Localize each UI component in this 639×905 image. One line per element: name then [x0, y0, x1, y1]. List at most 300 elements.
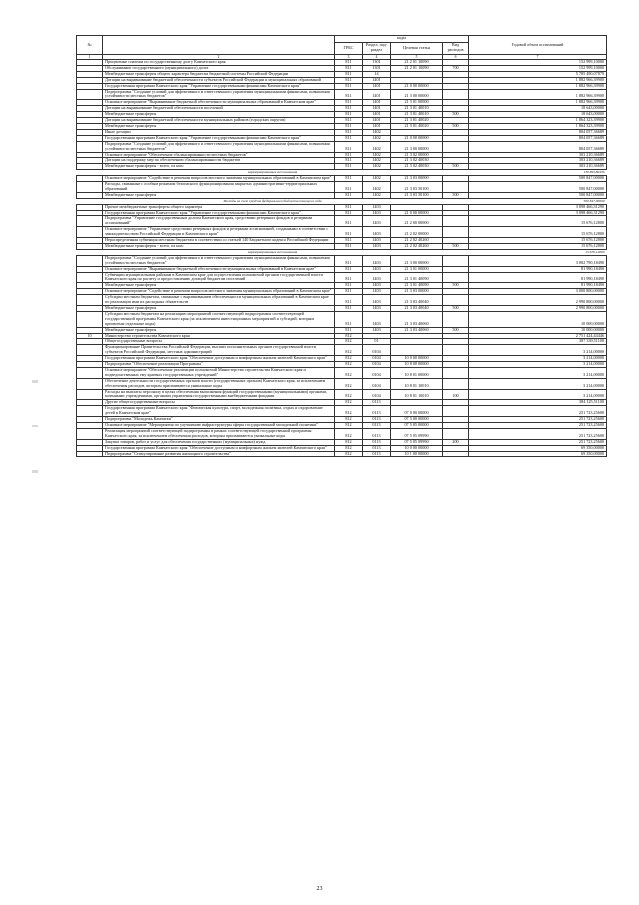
- row-grbs: 812: [335, 339, 363, 345]
- row-grbs: 811: [335, 295, 363, 306]
- row-number: [77, 272, 103, 283]
- row-target-article: 10 8 00 00000: [391, 362, 443, 368]
- row-target-article: 07 5 00 00000: [391, 417, 443, 423]
- row-amount: 81 990,18490: [469, 272, 607, 283]
- row-grbs: 811: [335, 100, 363, 106]
- row-section: 0113: [363, 400, 391, 406]
- row-section: 1403: [363, 311, 391, 327]
- row-section: 0104: [363, 362, 391, 368]
- row-amount: 1 882 966,39900: [469, 83, 607, 89]
- row-section: 1402: [363, 141, 391, 152]
- row-grbs: 812: [335, 378, 363, 389]
- note-amount: 15 676,12800: [469, 249, 607, 255]
- row-amount: 251 723,25600: [469, 439, 607, 445]
- row-grbs: 811: [335, 227, 363, 238]
- row-section: 1403: [363, 266, 391, 272]
- row-target-article: 21 2 02 00000: [391, 227, 443, 238]
- row-target-article: 21 3 01 40020: [391, 123, 443, 129]
- row-amount: 81 990,18490: [469, 283, 607, 289]
- row-target-article: 10 8 01 10010: [391, 378, 443, 389]
- row-name: Государственная программа Камчатского края "Физическая культура, спорт, молодежная политика, отдых и оздоровление детей в Камчатском крае": [103, 406, 335, 417]
- row-grbs: 811: [335, 289, 363, 295]
- table-row: [77, 345, 607, 356]
- row-grbs: 811: [335, 152, 363, 158]
- row-expense-type: 500: [443, 164, 469, 170]
- row-section: 1403: [363, 295, 391, 306]
- row-expense-type: [443, 367, 469, 378]
- row-section: 1401: [363, 83, 391, 89]
- row-amount: 1 882 966,39900: [469, 77, 607, 83]
- row-amount: 15 676,12800: [469, 244, 607, 250]
- row-name: Министерство строительства Камчатского края: [103, 333, 335, 339]
- row-expense-type: [443, 345, 469, 356]
- row-amount: 3 214,00000: [469, 362, 607, 368]
- table-row: [77, 89, 607, 100]
- row-section: 1403: [363, 204, 391, 210]
- row-expense-type: 500: [443, 283, 469, 289]
- note-text: Расходы за счет средств федерального бюджета текущего года: [77, 198, 469, 204]
- row-target-article: 21 3 01 40010: [391, 112, 443, 118]
- row-name: Межбюджетные трансферты - всего, из них:: [103, 244, 335, 250]
- row-expense-type: 200: [443, 439, 469, 445]
- row-name: Межбюджетные трансферты - всего, из них:: [103, 164, 335, 170]
- row-name: Основное мероприятие "Выравнивание бюджетной обеспеченности муниципальных образований в Камчатском крае": [103, 266, 335, 272]
- note-text: зарезервированные ассигнования: [77, 249, 469, 255]
- row-expense-type: [443, 406, 469, 417]
- row-grbs: 811: [335, 216, 363, 227]
- row-expense-type: [443, 311, 469, 327]
- row-section: 1403: [363, 238, 391, 244]
- row-target-article: 21 3 03 50100: [391, 192, 443, 198]
- row-grbs: 811: [335, 71, 363, 77]
- row-target-article: 21 2 00 00000: [391, 216, 443, 227]
- row-grbs: 811: [335, 182, 363, 193]
- row-target-article: 21 0 00 00000: [391, 83, 443, 89]
- row-target-article: 21 3 01 00000: [391, 100, 443, 106]
- row-grbs: 811: [335, 210, 363, 216]
- row-grbs: 811: [335, 106, 363, 112]
- row-section: 1401: [363, 112, 391, 118]
- row-name: Нераспределенная субвенция местным бюджетам в соответствии со статьей 140 Бюджетного кодекса Российской Федерации: [103, 238, 335, 244]
- row-section: 1401: [363, 100, 391, 106]
- column-number: 3: [335, 55, 363, 60]
- table-row: [77, 295, 607, 306]
- budget-table-sheet: [76, 35, 606, 457]
- row-target-article: 10 0 00 00000: [391, 356, 443, 362]
- header-amount: Годовой объем ассигнований: [469, 36, 607, 55]
- row-grbs: 811: [335, 204, 363, 210]
- row-target-article: 21 2 01 10090: [391, 60, 443, 66]
- row-section: 0113: [363, 445, 391, 451]
- row-expense-type: [443, 272, 469, 283]
- row-grbs: 811: [335, 141, 363, 152]
- row-amount: 81 990,18490: [469, 266, 607, 272]
- row-name: Основное мероприятие "Управление средствами резервных фондов и резервами ассигнований, созданными в соответствии с законодательством Российской Федерации и Камчатского края": [103, 227, 335, 238]
- row-name: Межбюджетные трансферты общего характера бюджетам бюджетной системы Российской Федерации: [103, 71, 335, 77]
- scan-mark: [32, 470, 38, 473]
- page-number: 23: [316, 886, 323, 892]
- table-row: [77, 182, 607, 193]
- header-grbs: ГРБС: [335, 42, 363, 54]
- row-section: 1401: [363, 77, 391, 83]
- row-amount: 18 643,00000: [469, 112, 607, 118]
- row-amount: 251 723,25600: [469, 406, 607, 417]
- row-section: 0113: [363, 423, 391, 429]
- row-grbs: 811: [335, 176, 363, 182]
- row-grbs: 812: [335, 345, 363, 356]
- row-target-article: 21 3 02 00000: [391, 152, 443, 158]
- row-name: Межбюджетные трансферты: [103, 123, 335, 129]
- row-name: Основное мероприятие "Обеспечение сбалансированности местных бюджетов": [103, 152, 335, 158]
- row-target-article: 21 3 01 40020: [391, 118, 443, 124]
- row-number: [77, 389, 103, 400]
- row-section: 01: [363, 339, 391, 345]
- note-text: зарезервированные ассигнования: [77, 170, 469, 176]
- row-section: 1401: [363, 118, 391, 124]
- row-number: [77, 311, 103, 327]
- row-section: 1402: [363, 176, 391, 182]
- row-name: Дотации на поддержку мер по обеспечению сбалансированности бюджетов: [103, 158, 335, 164]
- row-amount: 804 057,36689: [469, 135, 607, 141]
- row-amount: 15 676,12800: [469, 238, 607, 244]
- row-amount: 1 864 323,39900: [469, 123, 607, 129]
- row-expense-type: [443, 182, 469, 193]
- row-section: 1403: [363, 289, 391, 295]
- row-amount: 3 214,00000: [469, 367, 607, 378]
- row-expense-type: 500: [443, 192, 469, 198]
- row-target-article: 07 5 05 09990: [391, 439, 443, 445]
- row-target-article: 21 3 02 40030: [391, 158, 443, 164]
- row-target-article: 21 3 01 40090: [391, 283, 443, 289]
- row-number: [77, 345, 103, 356]
- row-number: [77, 295, 103, 306]
- row-expense-type: [443, 227, 469, 238]
- row-number: [77, 141, 103, 152]
- row-amount: 303 210,36689: [469, 152, 607, 158]
- row-target-article: 07 0 00 00000: [391, 406, 443, 417]
- table-row: [77, 428, 607, 439]
- row-grbs: 812: [335, 417, 363, 423]
- row-expense-type: [443, 255, 469, 266]
- header-type: Вид расходов: [443, 42, 469, 54]
- row-section: 0104: [363, 345, 391, 356]
- row-name: Межбюджетные трансферты: [103, 192, 335, 198]
- row-name: Подпрограмма "Создание условий для эффективного и ответственного управления муниципальными финансами, повышения устойчивости местных бюджетов": [103, 89, 335, 100]
- row-section: 1402: [363, 135, 391, 141]
- row-section: 1403: [363, 255, 391, 266]
- row-section: 1401: [363, 89, 391, 100]
- row-target-article: 21 2 02 40260: [391, 238, 443, 244]
- row-target-article: 21 3 01 40090: [391, 272, 443, 283]
- row-name: Другие общегосударственные вопросы: [103, 400, 335, 406]
- note-amount: 500 847,00000: [469, 198, 607, 204]
- header-row-top: [77, 36, 607, 43]
- row-grbs: 812: [335, 333, 363, 339]
- row-grbs: 811: [335, 244, 363, 250]
- row-name: Подпрограмма "Стимулирование развития жилищного строительства": [103, 451, 335, 457]
- row-target-article: 21 3 03 40060: [391, 327, 443, 333]
- row-expense-type: 500: [443, 244, 469, 250]
- row-amount: 500 847,00000: [469, 176, 607, 182]
- row-amount: 251 723,25600: [469, 423, 607, 429]
- table-row: [77, 367, 607, 378]
- row-section: 1403: [363, 283, 391, 289]
- row-amount: 69 350,00000: [469, 451, 607, 457]
- row-amount: 3 214,00000: [469, 389, 607, 400]
- row-grbs: 812: [335, 389, 363, 400]
- row-grbs: 811: [335, 311, 363, 327]
- row-amount: 251 723,25600: [469, 428, 607, 439]
- row-grbs: 811: [335, 60, 363, 66]
- row-amount: 3 098 466,31290: [469, 210, 607, 216]
- row-grbs: 811: [335, 83, 363, 89]
- row-target-article: 21 3 01 40010: [391, 106, 443, 112]
- row-name: Обслуживание государственного (муниципального) долга: [103, 65, 335, 71]
- row-name: Субвенции муниципальным районам в Камчатском крае для осуществления полномочий органов государственной власти Камчатского края по расчету и предоставлению дотаций бюджетам поселений: [103, 272, 335, 283]
- row-amount: 10 000,00000: [469, 311, 607, 327]
- row-target-article: [391, 345, 443, 356]
- row-expense-type: [443, 216, 469, 227]
- row-section: 1403: [363, 216, 391, 227]
- scan-mark: [32, 380, 38, 383]
- table-row: [77, 406, 607, 417]
- scan-mark: [32, 425, 38, 427]
- table-row: [77, 255, 607, 266]
- table-row: [77, 311, 607, 327]
- row-number: [77, 451, 103, 457]
- row-section: 0104: [363, 389, 391, 400]
- row-target-article: 21 0 00 00000: [391, 210, 443, 216]
- row-number: [77, 406, 103, 417]
- row-amount: 2 751 424,44446: [469, 333, 607, 339]
- row-name: Расходы на выплаты персоналу в целях обеспечения выполнения функций государственными (муниципальными) органами, казенными учреждениями, органами управления государственными внебюджетными фондами: [103, 389, 335, 400]
- row-section: 0113: [363, 428, 391, 439]
- row-name: Межбюджетные трансферты: [103, 283, 335, 289]
- column-number: 7: [469, 55, 607, 60]
- row-grbs: 811: [335, 118, 363, 124]
- row-section: 1402: [363, 164, 391, 170]
- row-amount: 152 999,10000: [469, 65, 607, 71]
- row-target-article: 10 8 01 10010: [391, 389, 443, 400]
- row-grbs: 812: [335, 400, 363, 406]
- row-name: Государственная программа Камчатского края "Управление государственными финансами Камчатского края": [103, 135, 335, 141]
- row-section: 1403: [363, 305, 391, 311]
- row-amount: 18 643,00000: [469, 106, 607, 112]
- row-target-article: 21 0 00 00000: [391, 135, 443, 141]
- row-section: 0113: [363, 406, 391, 417]
- row-amount: 387 339,51100: [469, 339, 607, 345]
- row-target-article: 21 3 03 00000: [391, 289, 443, 295]
- row-name: Иные дотации: [103, 129, 335, 135]
- row-grbs: 811: [335, 77, 363, 83]
- row-amount: 15 676,12800: [469, 216, 607, 227]
- row-amount: 152 999,10000: [469, 60, 607, 66]
- row-number: [77, 367, 103, 378]
- row-section: 0104: [363, 367, 391, 378]
- table-row: [77, 141, 607, 152]
- row-amount: 3 214,00000: [469, 345, 607, 356]
- row-target-article: 10 0 00 00000: [391, 445, 443, 451]
- row-target-article: 21 3 03 40040: [391, 305, 443, 311]
- row-number: [77, 227, 103, 238]
- row-grbs: 811: [335, 255, 363, 266]
- row-section: 14: [363, 71, 391, 77]
- column-number: 5: [391, 55, 443, 60]
- row-section: 0104: [363, 378, 391, 389]
- row-section: 1402: [363, 182, 391, 193]
- row-grbs: 812: [335, 362, 363, 368]
- row-name: Государственная программа Камчатского края "Обеспечение доступным и комфортным жильем жителей Камчатского края": [103, 356, 335, 362]
- row-name: Обеспечение деятельности государственных органов власти (государственных органов) Камчатского края, за исключением обеспечения расходов, которым присваиваются уникальные коды: [103, 378, 335, 389]
- row-name: Основное мероприятие "Содействие в решении вопросов местного значения муниципальных образований в Камчатском крае": [103, 289, 335, 295]
- row-name: Дотации на выравнивание бюджетной обеспеченности поселений: [103, 106, 335, 112]
- row-section: 0113: [363, 417, 391, 423]
- row-grbs: 811: [335, 129, 363, 135]
- row-amount: 3 098 466,31290: [469, 204, 607, 210]
- row-amount: 3 082 790,18490: [469, 255, 607, 266]
- row-name: Подпрограмма "Обеспечение реализации Программы": [103, 362, 335, 368]
- row-grbs: 811: [335, 238, 363, 244]
- row-expense-type: 500: [443, 327, 469, 333]
- row-section: 1403: [363, 227, 391, 238]
- column-number: 2: [103, 55, 335, 60]
- row-grbs: 811: [335, 327, 363, 333]
- row-target-article: 21 3 00 00000: [391, 255, 443, 266]
- row-expense-type: [443, 295, 469, 306]
- table-row: [77, 451, 607, 457]
- row-name: Основное мероприятие "Содействие в решении вопросов местного значения муниципальных образований в Камчатском крае": [103, 176, 335, 182]
- row-expense-type: [443, 378, 469, 389]
- row-section: 1401: [363, 106, 391, 112]
- row-number: [77, 89, 103, 100]
- row-grbs: 812: [335, 428, 363, 439]
- row-expense-type: 500: [443, 123, 469, 129]
- row-amount: 303 210,36689: [469, 158, 607, 164]
- row-section: 1401: [363, 123, 391, 129]
- row-section: 1402: [363, 152, 391, 158]
- row-name: Подпрограмма "Молодежь Камчатки": [103, 417, 335, 423]
- row-number: [77, 182, 103, 193]
- row-grbs: 811: [335, 89, 363, 100]
- row-number: [77, 216, 103, 227]
- row-amount: 69 350,00000: [469, 445, 607, 451]
- row-name: Межбюджетные трансферты: [103, 112, 335, 118]
- row-amount: 1 864 323,39900: [469, 118, 607, 124]
- row-amount: 3 214,00000: [469, 356, 607, 362]
- row-target-article: 21 2 02 40260: [391, 244, 443, 250]
- table-body: [77, 60, 607, 457]
- row-name: Основное мероприятие "Мероприятия по улучшению инфраструктуры сферы государственной молодежной политики": [103, 423, 335, 429]
- row-target-article: 07 5 05 00000: [391, 423, 443, 429]
- row-grbs: 811: [335, 266, 363, 272]
- row-number: [77, 428, 103, 439]
- row-name: Межбюджетные трансферты: [103, 305, 335, 311]
- row-section: 1402: [363, 192, 391, 198]
- row-grbs: 812: [335, 445, 363, 451]
- row-amount: 804 057,36689: [469, 129, 607, 135]
- row-name: Функционирование Правительства Российской Федерации, высших исполнительных органов государственной власти субъектов Российской Федерации, местных администраций: [103, 345, 335, 356]
- row-expense-type: 100: [443, 389, 469, 400]
- row-section: 0113: [363, 451, 391, 457]
- row-section: 1402: [363, 129, 391, 135]
- row-grbs: 811: [335, 112, 363, 118]
- budget-table: [76, 35, 607, 457]
- row-name: Закупка товаров, работ и услуг для обеспечения государственных (муниципальных) нужд: [103, 439, 335, 445]
- row-target-article: 10 1 00 00000: [391, 451, 443, 457]
- row-expense-type: [443, 451, 469, 457]
- table-row: [77, 378, 607, 389]
- row-amount: 500 847,00000: [469, 182, 607, 193]
- table-row: [77, 227, 607, 238]
- row-name: Подпрограмма "Управление государственным долгом Камчатского края, средствами резервных фондов и резервами ассигнований": [103, 216, 335, 227]
- row-name: Реализация мероприятий соответствующей подпрограммы в рамках соответствующей государственной программы Камчатского края, за исключением обеспечения расходов, которым присваиваются уникальные коды: [103, 428, 335, 439]
- row-name: Основное мероприятие "Обеспечение реализации полномочий Министерства строительства Камчатского края и подведомственных ему краевых государственных учреждений": [103, 367, 335, 378]
- header-target: Целевая статья: [391, 42, 443, 54]
- row-amount: 251 723,25600: [469, 417, 607, 423]
- row-grbs: 812: [335, 367, 363, 378]
- row-target-article: 21 2 01 10090: [391, 65, 443, 71]
- row-name: Субсидии местным бюджетам, связанные с выравниванием обеспеченности муниципальных образований в Камчатском крае по реализации ими их расходных обязательств: [103, 295, 335, 306]
- row-number: [77, 378, 103, 389]
- row-expense-type: 700: [443, 65, 469, 71]
- row-grbs: 811: [335, 65, 363, 71]
- row-expense-type: 500: [443, 112, 469, 118]
- column-number: 4: [363, 55, 391, 60]
- row-name: Межбюджетные трансферты: [103, 327, 335, 333]
- row-grbs: 811: [335, 283, 363, 289]
- row-target-article: 21 3 03 40040: [391, 295, 443, 306]
- row-amount: 384 125,51100: [469, 400, 607, 406]
- row-amount: 1 882 966,39900: [469, 89, 607, 100]
- row-amount: 5 785 490,07879: [469, 71, 607, 77]
- row-target-article: 21 3 03 50100: [391, 182, 443, 193]
- row-section: 1403: [363, 272, 391, 283]
- row-grbs: 811: [335, 158, 363, 164]
- row-amount: 804 057,36689: [469, 141, 607, 152]
- row-expense-type: 500: [443, 305, 469, 311]
- row-amount: 3 000 800,00000: [469, 289, 607, 295]
- row-name: Расходы, связанные с особым режимом безопасного функционирования закрытых административно-территориальных образований: [103, 182, 335, 193]
- header-codes: коды: [335, 36, 469, 43]
- row-target-article: 21 3 01 00000: [391, 266, 443, 272]
- column-number: 1: [77, 55, 103, 60]
- note-amount: 130 895,80436: [469, 170, 607, 176]
- row-section: 0113: [363, 439, 391, 445]
- row-section: 1301: [363, 65, 391, 71]
- row-target-article: 21 3 02 40030: [391, 164, 443, 170]
- row-section: 1402: [363, 158, 391, 164]
- row-name: Основное мероприятие "Выравнивание бюджетной обеспеченности муниципальных образований в Камчатском крае": [103, 100, 335, 106]
- table-row: [77, 272, 607, 283]
- row-grbs: 812: [335, 406, 363, 417]
- row-name: Дотации на выравнивание бюджетной обеспеченности субъектов Российской Федерации и муниципальных образований: [103, 77, 335, 83]
- row-name: Государственная программа Камчатского края "Управление государственными финансами Камчатского края": [103, 210, 335, 216]
- row-grbs: 812: [335, 439, 363, 445]
- row-amount: 2 990 800,00000: [469, 295, 607, 306]
- row-grbs: 811: [335, 123, 363, 129]
- row-amount: 303 210,36689: [469, 164, 607, 170]
- row-target-article: 21 3 00 00000: [391, 89, 443, 100]
- row-name: Процентные платежи по государственному долгу Камчатского края: [103, 60, 335, 66]
- row-amount: 500 847,00000: [469, 192, 607, 198]
- row-grbs: 811: [335, 135, 363, 141]
- row-amount: 10 000,00000: [469, 327, 607, 333]
- row-grbs: 811: [335, 272, 363, 283]
- row-target-article: 21 3 00 00000: [391, 141, 443, 152]
- header-section: Раздел, под- раздел: [363, 42, 391, 54]
- row-expense-type: [443, 141, 469, 152]
- row-number: [77, 255, 103, 266]
